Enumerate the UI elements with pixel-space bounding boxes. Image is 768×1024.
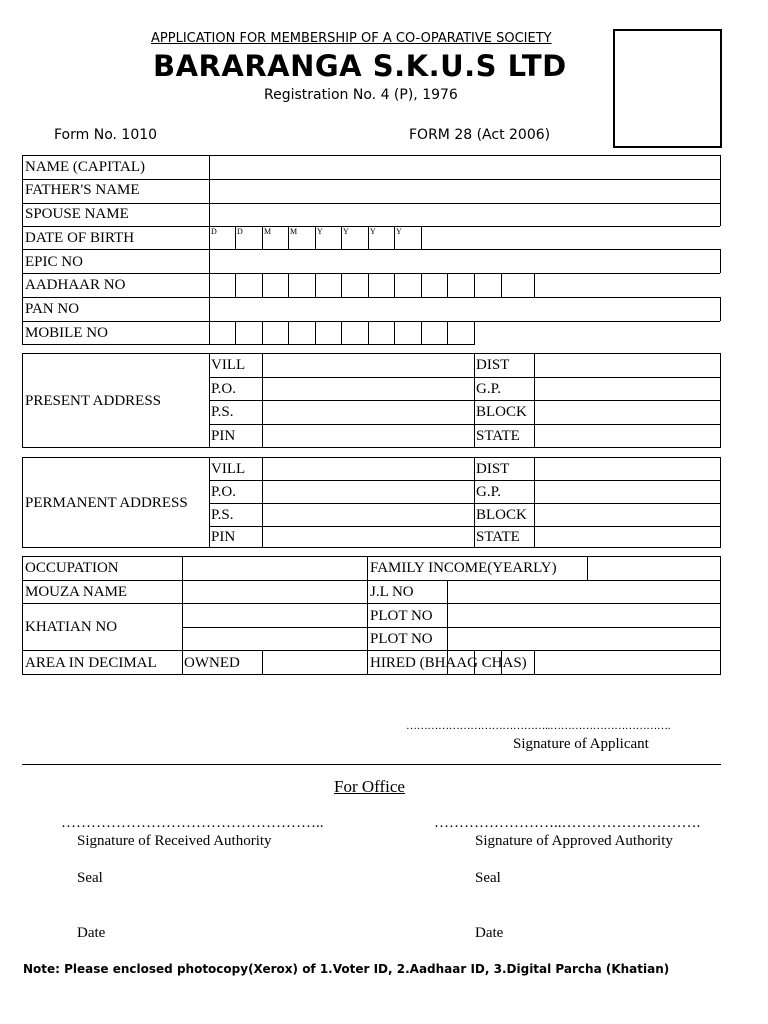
seal-label: Seal — [475, 870, 501, 886]
block-label: BLOCK — [476, 404, 527, 420]
area-in-decimal-label: AREA IN DECIMAL — [25, 655, 157, 671]
dob-box-label: Y — [317, 227, 323, 236]
mouza-name-label: MOUZA NAME — [25, 584, 128, 600]
received-authority-label: Signature of Received Authority — [77, 833, 272, 849]
owned-label: OWNED — [184, 655, 240, 671]
present-address-label: PRESENT ADDRESS — [25, 393, 162, 409]
seal-label: Seal — [77, 870, 103, 886]
po-label: P.O. — [211, 484, 237, 500]
date-label: Date — [475, 925, 504, 941]
po-label: P.O. — [211, 381, 237, 397]
vill-label: VILL — [211, 461, 246, 477]
dob-box-label: M — [290, 227, 298, 236]
permanent-address-label: PERMANENT ADDRESS — [25, 495, 188, 511]
for-office-heading: For Office — [334, 777, 405, 796]
applicant-signature-label: Signature of Applicant — [513, 736, 649, 752]
plot-no-label: PLOT NO — [370, 608, 433, 624]
form-number: Form No. 1010 — [54, 127, 158, 143]
father-name-label: FATHER'S NAME — [25, 182, 140, 198]
date-of-birth-label: DATE OF BIRTH — [25, 230, 135, 246]
pin-label: PIN — [211, 529, 236, 545]
ps-label: P.S. — [211, 404, 234, 420]
khatian-no-label: KHATIAN NO — [25, 619, 118, 635]
dob-box-label: Y — [370, 227, 376, 236]
gp-label: G.P. — [476, 484, 502, 500]
registration-number: Registration No. 4 (P), 1976 — [264, 87, 458, 103]
form-subtitle: APPLICATION FOR MEMBERSHIP OF A CO-OPARATIVE SOCIETY — [151, 31, 552, 46]
form-act: FORM 28 (Act 2006) — [409, 127, 551, 143]
dob-box-label: Y — [396, 227, 402, 236]
pan-no-label: PAN NO — [25, 301, 80, 317]
gp-label: G.P. — [476, 381, 502, 397]
pin-label: PIN — [211, 428, 236, 444]
state-label: STATE — [476, 428, 520, 444]
family-income-label: FAMILY INCOME(YEARLY) — [370, 560, 557, 576]
applicant-signature-dots: …………………………………..……………………………. — [406, 720, 671, 732]
dob-box-label: D — [237, 227, 243, 236]
plot-no-label: PLOT NO — [370, 631, 433, 647]
dob-box-label: D — [211, 227, 217, 236]
ps-label: P.S. — [211, 507, 234, 523]
enclosure-note: Note: Please enclosed photocopy(Xerox) of 1.Voter ID, 2.Aadhaar ID, 3.Digital Parcha (Khatian) — [23, 962, 670, 976]
received-signature-dots: …………………………………………….. — [61, 815, 324, 831]
mobile-no-label: MOBILE NO — [25, 325, 108, 341]
name-label: NAME (CAPITAL) — [25, 159, 146, 175]
hired-label: HIRED (BHAAG CHAS) — [370, 655, 527, 671]
jl-no-label: J.L NO — [370, 584, 414, 600]
society-title: BARARANGA S.K.U.S LTD — [153, 49, 567, 83]
dist-label: DIST — [476, 461, 510, 477]
dob-box-label: M — [264, 227, 272, 236]
epic-no-label: EPIC NO — [25, 254, 83, 270]
photo-box — [613, 29, 722, 148]
divider — [22, 764, 721, 765]
state-label: STATE — [476, 529, 520, 545]
approved-signature-dots: ……………………..………………………. — [434, 815, 701, 831]
occupation-label: OCCUPATION — [25, 560, 119, 576]
dob-box-label: Y — [343, 227, 349, 236]
dist-label: DIST — [476, 357, 510, 373]
approved-authority-label: Signature of Approved Authority — [475, 833, 673, 849]
vill-label: VILL — [211, 357, 246, 373]
aadhaar-no-label: AADHAAR NO — [25, 277, 126, 293]
spouse-name-label: SPOUSE NAME — [25, 206, 129, 222]
block-label: BLOCK — [476, 507, 527, 523]
date-label: Date — [77, 925, 106, 941]
